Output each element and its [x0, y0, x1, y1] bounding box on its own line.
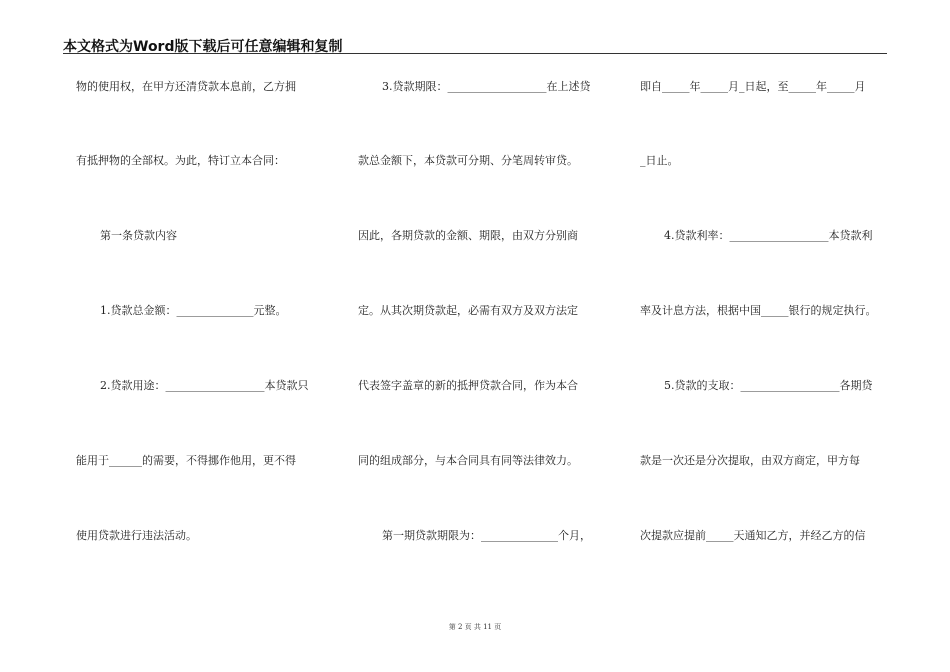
- column-3-line-2: _日止。: [640, 154, 679, 167]
- section-heading-loan-content: 第一条贷款内容: [100, 229, 177, 242]
- column-2-line-3: 因此，各期贷款的金额、期限，由双方分别商: [358, 229, 578, 242]
- column-3-line-6: 款是一次还是分次提取，由双方商定，甲方每: [640, 454, 860, 467]
- column-2-line-2: 款总金额下，本贷款可分期、分笔周转审贷。: [358, 154, 578, 167]
- column-1-line-1: 物的使用权，在甲方还清贷款本息前，乙方拥: [76, 80, 296, 93]
- column-1-line-2: 有抵押物的全部权。为此，特订立本合同：: [76, 154, 285, 167]
- column-2-line-7: 第一期贷款期限为：______________个月，: [382, 529, 591, 542]
- column-1-line-6: 能用于______的需要，不得挪作他用，更不得: [76, 454, 296, 467]
- column-3-line-7: 次提款应提前_____天通知乙方，并经乙方的信: [640, 529, 866, 542]
- header-divider: [63, 53, 887, 54]
- column-2-line-1: 3.贷款期限：__________________在上述贷: [382, 80, 591, 93]
- page-header-title: 本文格式为Word版下载后可任意编辑和复制: [63, 39, 343, 55]
- column-2-line-5: 代表签字盖章的新的抵押贷款合同，作为本合: [358, 379, 578, 392]
- page-footer-number: 第 2 页 共 11 页: [448, 623, 502, 631]
- column-1-line-4: 1.贷款总金额：______________元整。: [100, 304, 287, 317]
- column-3-line-4: 率及计息方法，根据中国_____银行的规定执行。: [640, 304, 877, 317]
- column-2-line-6: 同的组成部分，与本合同具有同等法律效力。: [358, 454, 578, 467]
- column-3-line-5: 5.贷款的支取：__________________各期贷: [664, 379, 873, 392]
- column-1-line-5: 2.贷款用途：__________________本贷款只: [100, 379, 309, 392]
- column-2-line-4: 定。从其次期贷款起，必需有双方及双方法定: [358, 304, 578, 317]
- column-3-line-3: 4.贷款利率：__________________本贷款利: [664, 229, 873, 242]
- column-1-line-7: 使用贷款进行违法活动。: [76, 529, 197, 542]
- column-3-line-1: 即自_____年_____月_日起，至_____年_____月: [640, 80, 866, 93]
